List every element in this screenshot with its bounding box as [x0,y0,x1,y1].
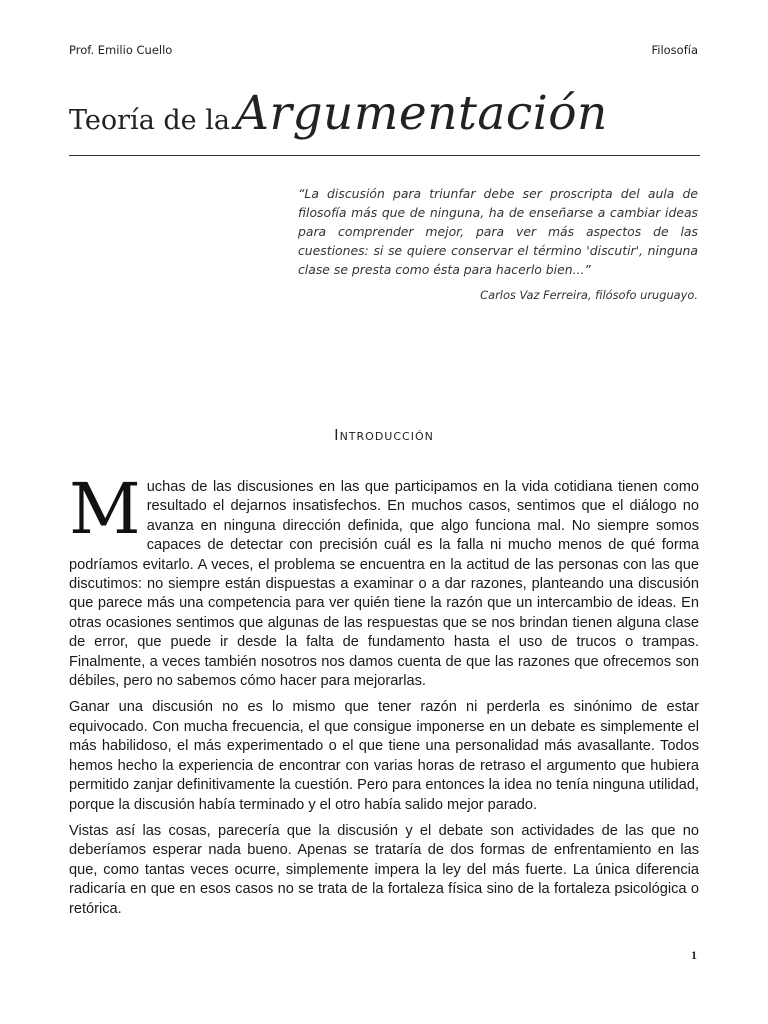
section-heading: Introducción [334,426,434,444]
epigraph-text: “La discusión para triunfar debe ser proscripta del aula de filosofía más que de ninguna, ha de enseñarse a cambiar ideas para comprender mejor, para ver más aspectos de las cuestiones: si se quiere conservar el término 'discutir', ninguna clase se presta como ésta para hacerlo bien...” [298,186,698,277]
paragraph-3: Vistas así las cosas, parecería que la discusión y el debate son actividades de las que no deberíamos esperar nada bueno. Apenas se trataría de dos formas de enfrentamiento en las que, como tantas veces ocurre, simplemente impera la ley del más fuerte. La única diferencia radicaría en que en esos casos no se trata de la fortaleza física sino de la fortaleza psicológica o retórica. [69,822,699,917]
paragraph-1-text: uchas de las discusiones en las que participamos en la vida cotidiana tienen como resultado el dejarnos insatisfechos. En muchos casos, sentimos que el diálogo no avanza en ninguna dirección definida, que algo funciona mal. No siempre somos capaces de detectar con precisión cuál es la falla ni mucho menos de qué forma podríamos evitarlo. A veces, el problema se encuentra en la actitud de las personas con las que discutimos: no siempre están dispuestas a examinar o a dar razones, planteando una discusión que parece más una competencia para ver quién tiene la razón que un intercambio de ideas. En otras ocasiones sentimos que algunas de las respuestas que se nos brindan tienen alguna clase de error, que puede ir desde la falta de fundamento hasta el uso de trucos o trampas. Finalmente, a veces también nosotros nos damos cuenta de que las razones que ofrecemos son débiles, pero no sabemos cómo hacer para mejorarlas. [69,479,699,690]
header-author: Prof. Emilio Cuello [69,43,173,57]
paragraph-2: Ganar una discusión no es lo mismo que tener razón ni perderla es sinónimo de estar equivocado. Con mucha frecuencia, el que consigue imponerse en un debate es simplemente el más habilidoso, el más experimentado o el que tiene una personalidad más avasallante. Todos hemos hecho la experiencia de encontrar con varias horas de retraso el argumento que hubiera permitido zanjar definitivamente la cuestión. Pero para entonces la idea no tenía ninguna utilidad, porque la discusión había terminado y el otro había salido mejor parado. [69,699,699,813]
epigraph-author: Carlos Vaz Ferreira, filósofo uruguayo. [480,288,698,302]
title-main: Argumentación [235,86,608,141]
drop-cap: M [69,468,141,550]
page-number: 1 [691,948,697,962]
document-title [69,86,608,141]
title-prefix: Teoría de la [69,105,230,136]
header-subject: Filosofía [651,43,698,57]
paragraph-1 [69,468,699,691]
title-divider [69,155,700,156]
body-text [69,468,699,926]
